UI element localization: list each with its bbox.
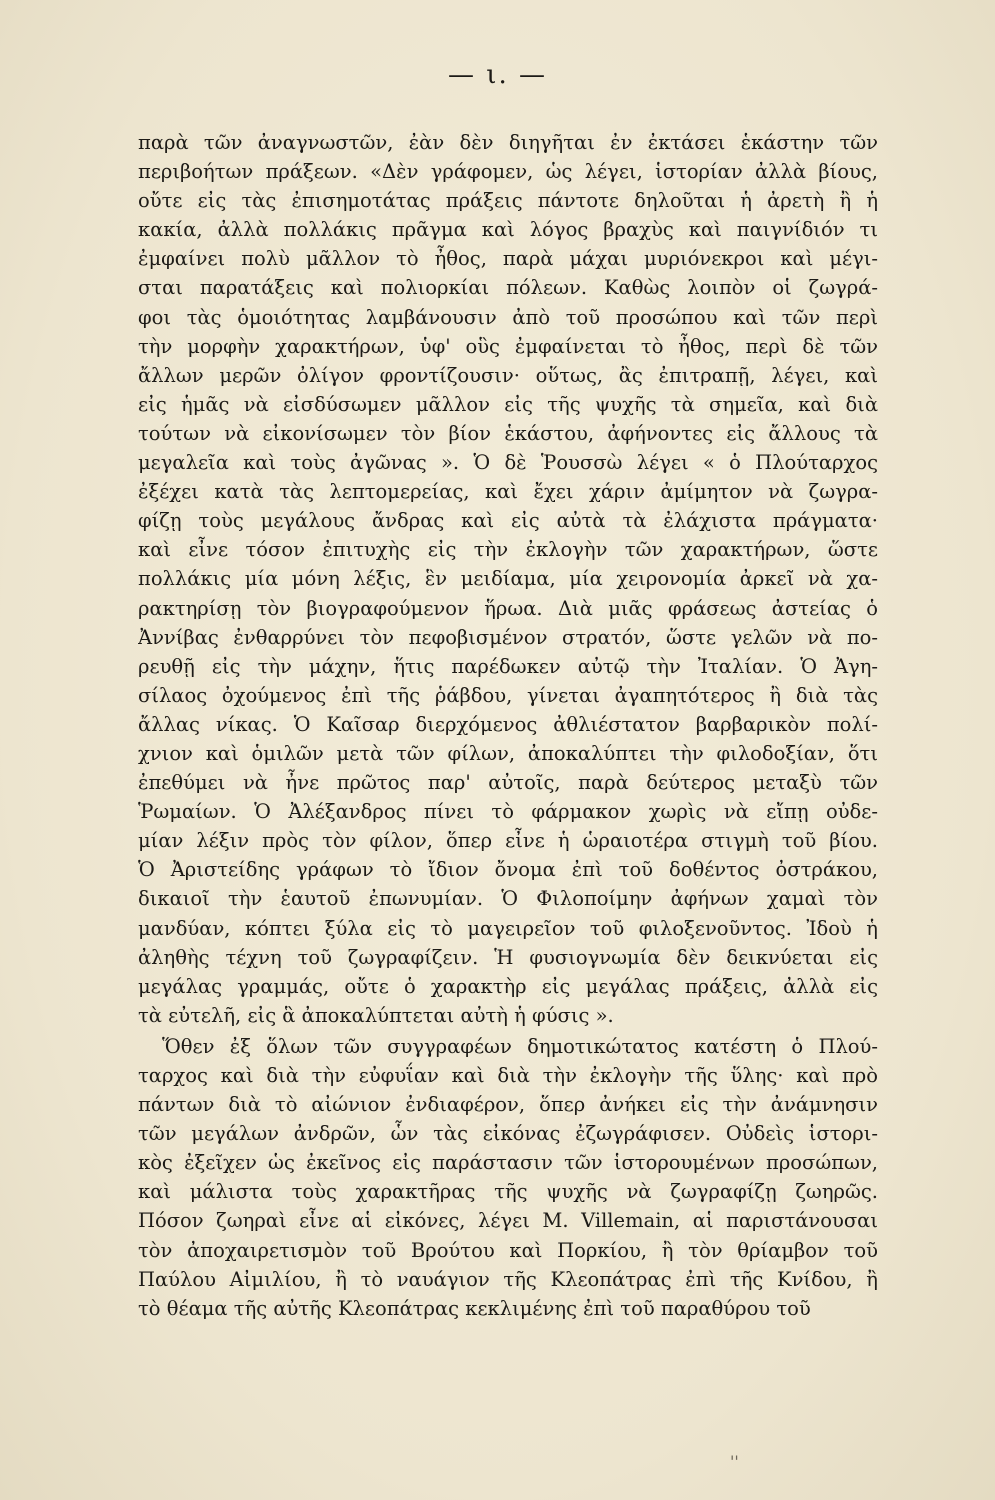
text-line: Ῥωμαίων. Ὁ Ἀλέξανδρος πίνει τὸ φάρμακον χωρὶς νὰ εἴπῃ οὐδε- [138, 800, 878, 824]
text-line: φίζῃ τοὺς μεγάλους ἄνδρας καὶ εἰς αὐτὰ τὰ ἐλάχιστα πράγματα· [138, 509, 878, 533]
text-line: κακία, ἀλλὰ πολλάκις πρᾶγμα καὶ λόγος βραχὺς καὶ παιγνίδιόν τι [138, 218, 878, 242]
footer-mark: '' [730, 1452, 739, 1471]
text-line: μεγάλας γραμμάς, οὔτε ὁ χαρακτὴρ εἰς μεγάλας πράξεις, ἀλλὰ εἰς [138, 974, 878, 998]
paragraph-2 [138, 1032, 878, 1323]
text-line: κὸς ἐξεῖχεν ὡς ἐκεῖνος εἰς παράστασιν τῶν ἱστορουμένων προσώπων, [138, 1151, 878, 1175]
text-line: παρὰ τῶν ἀναγνωστῶν, ἐὰν δὲν διηγῆται ἐν ἐκτάσει ἑκάστην τῶν [138, 131, 878, 154]
text-line: μίαν λέξιν πρὸς τὸν φίλον, ὅπερ εἶνε ἡ ὡραιοτέρα στιγμὴ τοῦ βίου. [138, 829, 878, 853]
text-line: Ἀννίβας ἐνθαρρύνει τὸν πεφοβισμένον στρατόν, ὥστε γελῶν νὰ πο- [138, 625, 878, 649]
text-line: μανδύαν, κόπτει ξύλα εἰς τὸ μαγειρεῖον τοῦ φιλοξενοῦντος. Ἰδοὺ ἡ [138, 916, 878, 940]
text-line: τὴν μορφὴν χαρακτήρων, ὑφ' οὓς ἐμφαίνεται τὸ ἦθος, περὶ δὲ τῶν [138, 334, 878, 358]
text-line: ἄλλας νίκας. Ὁ Καῖσαρ διερχόμενος ἀθλιέστατον βαρβαρικὸν πολί- [138, 712, 878, 736]
text-line: Πόσον ζωηραὶ εἶνε αἱ εἰκόνες, λέγει M. Villemain, αἱ παριστάνουσαι [138, 1209, 878, 1233]
text-line: μεγαλεῖα καὶ τοὺς ἀγῶνας ». Ὁ δὲ Ῥουσσὼ λέγει « ὁ Πλούταρχος [138, 451, 878, 475]
text-line: Παύλου Αἰμιλίου, ἢ τὸ ναυάγιον τῆς Κλεοπάτρας ἐπὶ τῆς Κνίδου, ἢ [138, 1267, 878, 1291]
text-line: ἀληθὴς τέχνη τοῦ ζωγραφίζειν. Ἡ φυσιογνωμία δὲν δεικνύεται εἰς [138, 945, 878, 969]
text-line: ἐμφαίνει πολὺ μᾶλλον τὸ ἦθος, παρὰ μάχαι μυριόνεκροι καὶ μέγι- [138, 247, 878, 271]
text-line: τούτων νὰ εἰκονίσωμεν τὸν βίον ἑκάστου, ἀφήνοντες εἰς ἄλλους τὰ [138, 421, 878, 445]
text-line: καὶ εἶνε τόσον ἐπιτυχὴς εἰς τὴν ἐκλογὴν τῶν χαρακτήρων, ὥστε [138, 538, 878, 562]
page-number: — ι. — [448, 60, 547, 90]
paragraph-1 [138, 128, 878, 1030]
text-line: φοι τὰς ὁμοιότητας λαμβάνουσιν ἀπὸ τοῦ προσώπου καὶ τῶν περὶ [138, 305, 878, 329]
text-line: καὶ μάλιστα τοὺς χαρακτῆρας τῆς ψυχῆς νὰ ζωγραφίζῃ ζωηρῶς. [138, 1180, 878, 1204]
text-line: σται παρατάξεις καὶ πολιορκίαι πόλεων. Καθὼς λοιπὸν οἱ ζωγρά- [138, 276, 878, 300]
text-line: ἐξέχει κατὰ τὰς λεπτομερείας, καὶ ἔχει χάριν ἀμίμητον νὰ ζωγρα- [138, 480, 878, 504]
text-line: τῶν μεγάλων ἀνδρῶν, ὧν τὰς εἰκόνας ἐζωγράφισεν. Οὐδεὶς ἱστορι- [138, 1122, 878, 1146]
text-line: περιβοήτων πράξεων. «Δὲν γράφομεν, ὡς λέγει, ἱστορίαν ἀλλὰ βίους, [138, 160, 878, 184]
body-text [138, 128, 878, 1323]
text-line: εἰς ἡμᾶς νὰ εἰσδύσωμεν μᾶλλον εἰς τῆς ψυχῆς τὰ σημεῖα, καὶ διὰ [138, 392, 878, 416]
text-line: τὰ εὐτελῆ, εἰς ἃ ἀποκαλύπτεται αὐτὴ ἡ φύσις ». [138, 1003, 614, 1027]
text-line: ταρχος καὶ διὰ τὴν εὐφυΐαν καὶ διὰ τὴν ἐκλογὴν τῆς ὕλης· καὶ πρὸ [138, 1064, 878, 1087]
text-line: ἐπεθύμει νὰ ἦνε πρῶτος παρ' αὐτοῖς, παρὰ δεύτερος μεταξὺ τῶν [138, 771, 878, 795]
text-line: Ὁ Ἀριστείδης γράφων τὸ ἴδιον ὄνομα ἐπὶ τοῦ δοθέντος ὀστράκου, [138, 858, 878, 882]
text-line: οὔτε εἰς τὰς ἐπισημοτάτας πράξεις πάντοτε δηλοῦται ἡ ἀρετὴ ἢ ἡ [138, 189, 878, 213]
text-line: δικαιοῖ τὴν ἑαυτοῦ ἐπωνυμίαν. Ὁ Φιλοποίμην ἀφήνων χαμαὶ τὸν [138, 887, 878, 911]
text-line: ρακτηρίσῃ τὸν βιογραφούμενον ἥρωα. Διὰ μιᾶς φράσεως ἀστείας ὁ [138, 596, 878, 620]
text-line: Ὅθεν ἐξ ὅλων τῶν συγγραφέων δημοτικώτατος κατέστη ὁ Πλού- [162, 1034, 878, 1058]
text-line: πολλάκις μία μόνη λέξις, ἓν μειδίαμα, μία χειρονομία ἀρκεῖ νὰ χα- [138, 567, 878, 591]
text-line: ρευθῇ εἰς τὴν μάχην, ἥτις παρέδωκεν αὐτῷ τὴν Ἰταλίαν. Ὁ Ἀγη- [138, 654, 878, 678]
text-line: πάντων διὰ τὸ αἰώνιον ἐνδιαφέρον, ὅπερ ἀνήκει εἰς τὴν ἀνάμνησιν [138, 1093, 878, 1117]
text-line: τὸ θέαμα τῆς αὐτῆς Κλεοπάτρας κεκλιμένης ἐπὶ τοῦ παραθύρου τοῦ [138, 1296, 811, 1320]
text-line: ἄλλων μερῶν ὀλίγον φροντίζουσιν· οὕτως, ἂς ἐπιτραπῇ, λέγει, καὶ [138, 363, 878, 387]
text-line: σίλαος ὀχούμενος ἐπὶ τῆς ῥάβδου, γίνεται ἀγαπητότερος ἢ διὰ τὰς [138, 683, 878, 707]
text-line: τὸν ἀποχαιρετισμὸν τοῦ Βρούτου καὶ Πορκίου, ἢ τὸν θρίαμβον τοῦ [138, 1238, 878, 1262]
text-line: χνιον καὶ ὁμιλῶν μετὰ τῶν φίλων, ἀποκαλύπτει τὴν φιλοδοξίαν, ὅτι [138, 741, 878, 765]
